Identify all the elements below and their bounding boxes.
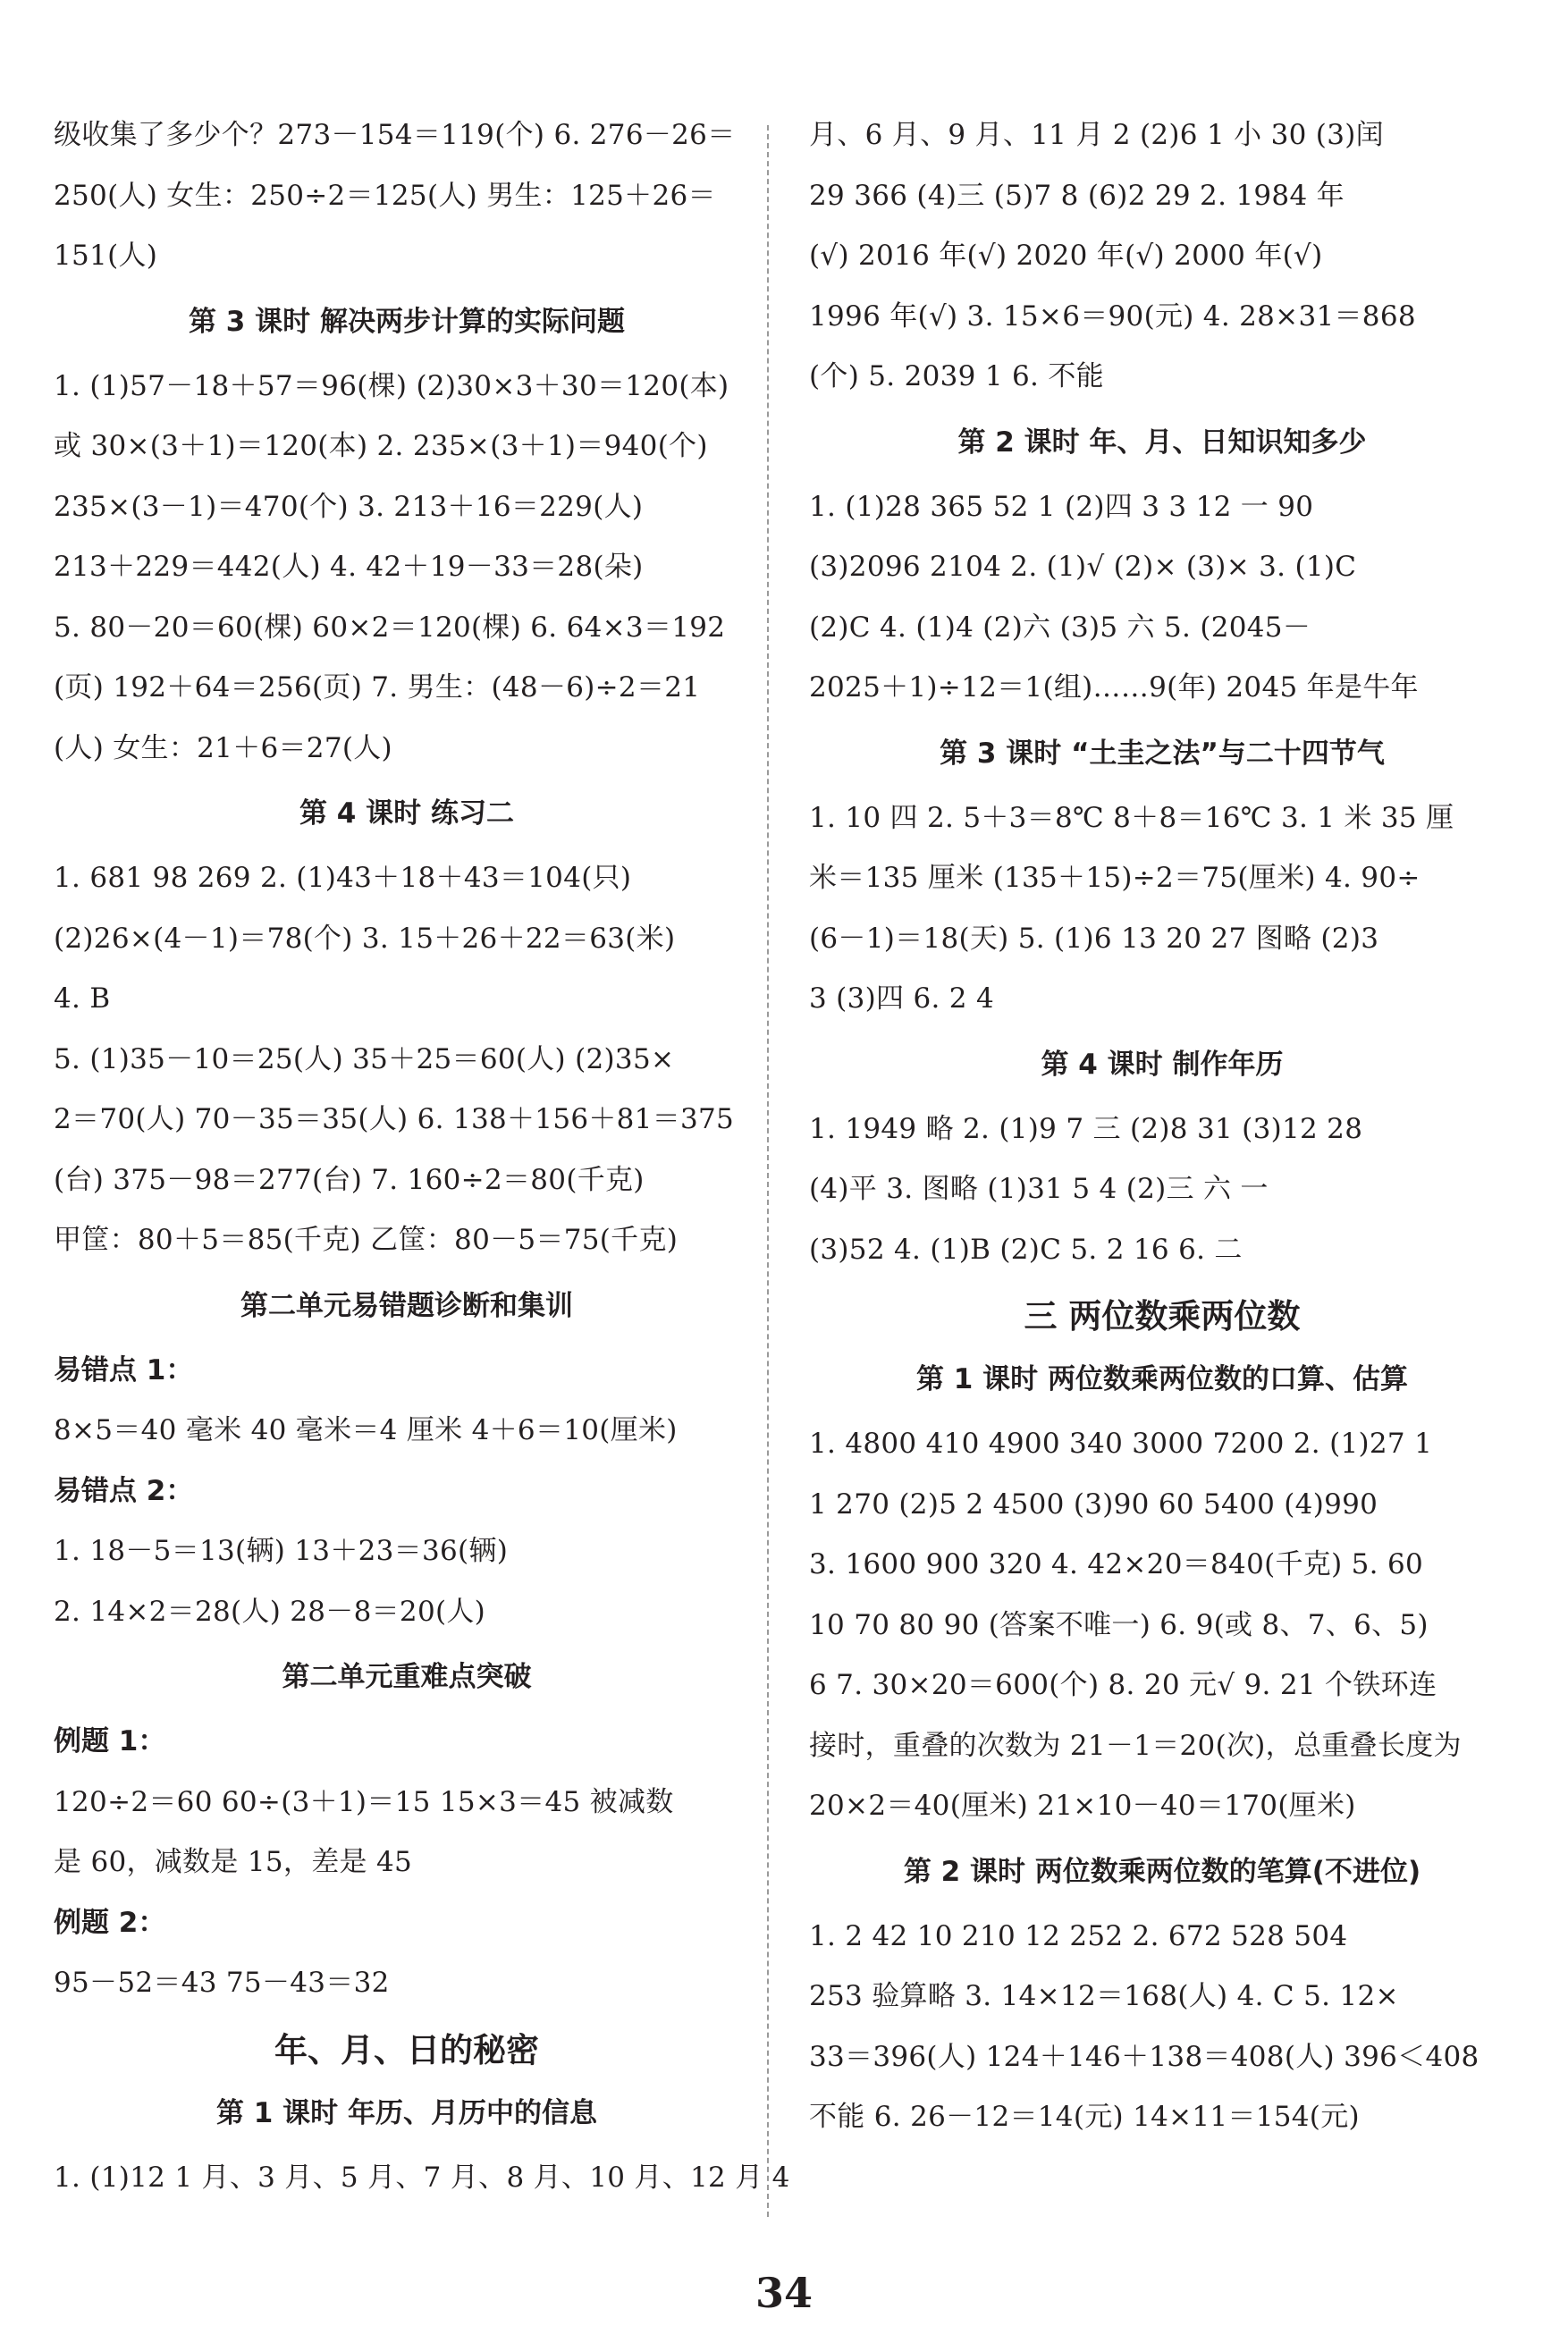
answer-line: 29 366 (4)三 (5)7 8 (6)2 29 2. 1984 年 xyxy=(809,179,1345,212)
section-label: 例题 1： xyxy=(54,1725,166,1757)
answer-line: 3 (3)四 6. 2 4 xyxy=(809,982,994,1015)
lesson-heading: 第 3 课时 “土圭之法”与二十四节气 xyxy=(940,737,1385,770)
answer-line: 是 60，减数是 15，差是 45 xyxy=(54,1846,412,1878)
answer-line: (人) 女生：21＋6＝27(人) xyxy=(54,731,392,764)
answer-line: 33＝396(人) 124＋146＋138＝408(人) 396＜408 xyxy=(809,2040,1479,2073)
answer-line: 2. 14×2＝28(人) 28－8＝20(人) xyxy=(54,1595,486,1628)
unit-heading: 三 两位数乘两位数 xyxy=(1024,1297,1301,1336)
answer-line: (√) 2016 年(√) 2020 年(√) 2000 年(√) xyxy=(809,240,1323,272)
answer-line: (个) 5. 2039 1 6. 不能 xyxy=(809,360,1104,392)
answer-line: 20×2＝40(厘米) 21×10－40＝170(厘米) xyxy=(809,1790,1356,1822)
lesson-heading: 第二单元易错题诊断和集训 xyxy=(240,1289,573,1322)
answer-line: 米＝135 厘米 (135＋15)÷2＝75(厘米) 4. 90÷ xyxy=(809,862,1420,894)
answer-line: (2)26×(4－1)＝78(个) 3. 15＋26＋22＝63(米) xyxy=(54,922,676,955)
answer-line: 或 30×(3＋1)＝120(本) 2. 235×(3＋1)＝940(个) xyxy=(54,430,708,462)
lesson-heading: 第二单元重难点突破 xyxy=(282,1661,532,1693)
answer-line: 250(人) 女生：250÷2＝125(人) 男生：125＋26＝ xyxy=(54,179,716,212)
answer-line: 120÷2＝60 60÷(3＋1)＝15 15×3＝45 被减数 xyxy=(54,1785,674,1818)
column-divider xyxy=(767,125,769,2217)
section-label: 例题 2： xyxy=(54,1906,166,1939)
answer-line: 6 7. 30×20＝600(个) 8. 20 元√ 9. 21 个铁环连 xyxy=(809,1669,1437,1701)
answer-line: 1. (1)57－18＋57＝96(棵) (2)30×3＋30＝120(本) xyxy=(54,369,729,402)
lesson-heading: 第 4 课时 制作年历 xyxy=(1041,1048,1284,1081)
section-label: 易错点 2： xyxy=(54,1474,194,1507)
lesson-heading: 第 2 课时 两位数乘两位数的笔算(不进位) xyxy=(903,1855,1421,1888)
answer-line: 10 70 80 90 (答案不唯一) 6. 9(或 8、7、6、5) xyxy=(809,1608,1429,1641)
answer-line: 月、6 月、9 月、11 月 2 (2)6 1 小 30 (3)闰 xyxy=(809,119,1384,151)
answer-line: (6－1)＝18(天) 5. (1)6 13 20 27 图略 (2)3 xyxy=(809,922,1379,955)
answer-line: (3)52 4. (1)B (2)C 5. 2 16 6. 二 xyxy=(809,1233,1243,1266)
answer-line: 1. 10 四 2. 5＋3＝8℃ 8＋8＝16℃ 3. 1 米 35 厘 xyxy=(809,801,1454,834)
answer-line: 2＝70(人) 70－35＝35(人) 6. 138＋156＋81＝375 xyxy=(54,1103,735,1135)
answer-line: 5. (1)35－10＝25(人) 35＋25＝60(人) (2)35× xyxy=(54,1042,675,1075)
lesson-heading: 第 1 课时 年历、月历中的信息 xyxy=(216,2096,597,2129)
answer-line: 95－52＝43 75－43＝32 xyxy=(54,1967,390,1999)
answer-line: (台) 375－98＝277(台) 7. 160÷2＝80(千克) xyxy=(54,1163,645,1196)
section-label: 易错点 1： xyxy=(54,1353,194,1386)
answer-line: 151(人) xyxy=(54,240,158,272)
answer-line: 1 270 (2)5 2 4500 (3)90 60 5400 (4)990 xyxy=(809,1487,1378,1521)
lesson-heading: 第 3 课时 解决两步计算的实际问题 xyxy=(189,305,625,338)
page-number: 34 xyxy=(754,2269,813,2317)
answer-line: 不能 6. 26－12＝14(元) 14×11＝154(元) xyxy=(809,2101,1360,2133)
answer-line: 1. 2 42 10 210 12 252 2. 672 528 504 xyxy=(809,1919,1348,1952)
lesson-heading: 第 4 课时 练习二 xyxy=(299,797,514,830)
left-column xyxy=(54,105,790,2208)
answer-line: 1996 年(√) 3. 15×6＝90(元) 4. 28×31＝868 xyxy=(809,299,1416,333)
answer-line: 3. 1600 900 320 4. 42×20＝840(千克) 5. 60 xyxy=(809,1548,1424,1580)
answer-line: 1. (1)12 1 月、3 月、5 月、7 月、8 月、10 月、12 月 4 xyxy=(54,2161,790,2194)
answer-line: (4)平 3. 图略 (1)31 5 4 (2)三 六 一 xyxy=(809,1173,1269,1205)
answer-line: 2025＋1)÷12＝1(组)……9(年) 2045 年是牛年 xyxy=(809,671,1419,704)
unit-heading: 年、月、日的秘密 xyxy=(274,2030,539,2069)
answer-line: 8×5＝40 毫米 40 毫米＝4 厘米 4＋6＝10(厘米) xyxy=(54,1414,678,1446)
right-column xyxy=(809,105,1515,2148)
answer-line: 接时，重叠的次数为 21－1＝20(次)，总重叠长度为 xyxy=(809,1729,1462,1762)
answer-line: (页) 192＋64＝256(页) 7. 男生：(48－6)÷2＝21 xyxy=(54,671,701,704)
answer-line: 5. 80－20＝60(棵) 60×2＝120(棵) 6. 64×3＝192 xyxy=(54,611,726,644)
lesson-heading: 第 2 课时 年、月、日知识知多少 xyxy=(957,426,1367,459)
answer-line: 1. 18－5＝13(辆) 13＋23＝36(辆) xyxy=(54,1535,509,1567)
answer-line: 1. 1949 略 2. (1)9 7 三 (2)8 31 (3)12 28 xyxy=(809,1112,1363,1145)
answer-line: 213＋229＝442(人) 4. 42＋19－33＝28(朵) xyxy=(54,551,644,583)
answer-line: 1. (1)28 365 52 1 (2)四 3 3 12 一 90 xyxy=(809,490,1314,523)
answer-line: 4. B xyxy=(54,982,111,1015)
answer-line: 1. 681 98 269 2. (1)43＋18＋43＝104(只) xyxy=(54,862,632,894)
answer-line: (2)C 4. (1)4 (2)六 (3)5 六 5. (2045－ xyxy=(809,611,1311,644)
answer-line: 级收集了多少个？273－154＝119(个) 6. 276－26＝ xyxy=(54,119,736,151)
answer-line: 235×(3－1)＝470(个) 3. 213＋16＝229(人) xyxy=(54,490,644,523)
answer-line: 甲筐：80＋5＝85(千克) 乙筐：80－5＝75(千克) xyxy=(54,1224,679,1256)
answer-line: 1. 4800 410 4900 340 3000 7200 2. (1)27 1 xyxy=(809,1428,1433,1460)
answer-line: 253 验算略 3. 14×12＝168(人) 4. C 5. 12× xyxy=(809,1980,1399,2012)
lesson-heading: 第 1 课时 两位数乘两位数的口算、估算 xyxy=(916,1363,1408,1395)
answer-line: (3)2096 2104 2. (1)√ (2)× (3)× 3. (1)C xyxy=(809,551,1357,583)
